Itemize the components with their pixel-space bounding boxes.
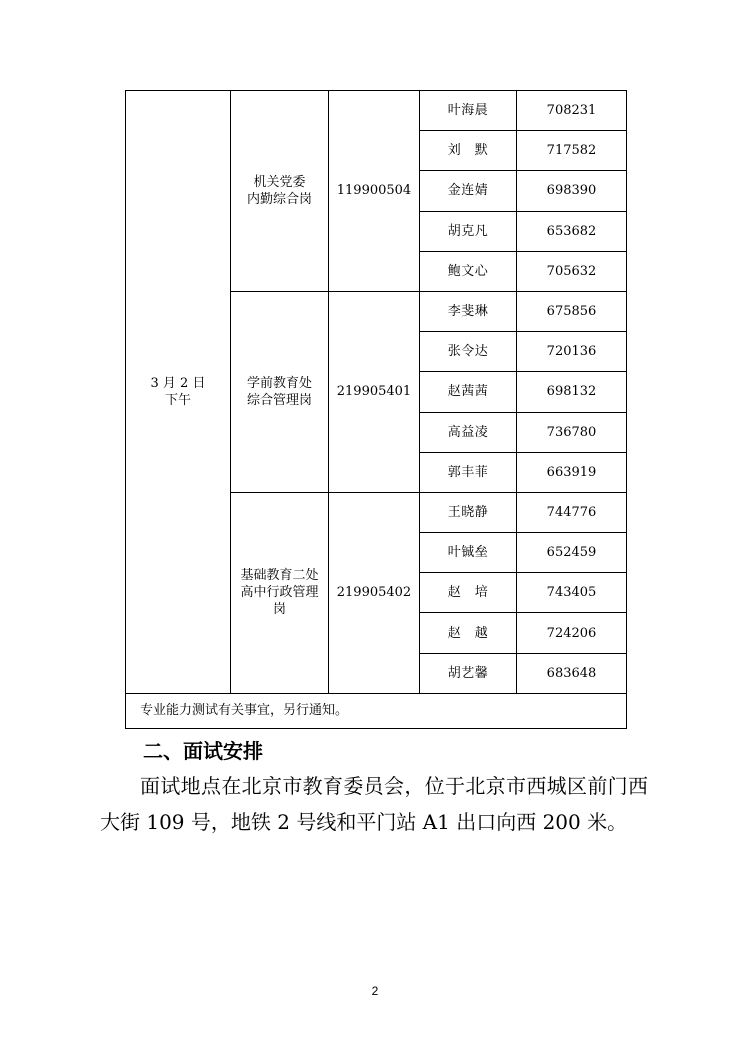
position-line: 学前教育处 (246, 375, 312, 391)
candidate-id-cell: 663919 (517, 452, 627, 492)
candidate-name-cell: 高益凌 (420, 412, 517, 452)
candidate-id-cell: 708231 (517, 91, 627, 131)
candidate-name-cell: 赵 越 (420, 613, 517, 653)
candidate-name-cell: 赵茜茜 (420, 372, 517, 412)
candidate-name-cell: 张令达 (420, 332, 517, 372)
page-number: 2 (371, 984, 379, 998)
section-heading: 二、面试安排 (143, 739, 263, 763)
position-line: 综合管理岗 (246, 392, 312, 408)
candidate-id-cell: 743405 (517, 573, 627, 613)
candidate-id-cell: 683648 (517, 653, 627, 693)
table-row (126, 91, 627, 131)
position-line: 岗 (272, 602, 286, 618)
candidate-id-cell: 717582 (517, 131, 627, 171)
candidate-name-cell: 胡艺馨 (420, 653, 517, 693)
candidate-name-cell: 王晓静 (420, 492, 517, 532)
position-line: 基础教育二处 (240, 568, 319, 584)
candidate-name-cell: 金连婧 (420, 171, 517, 211)
position-cell (231, 291, 329, 492)
candidate-id-cell: 724206 (517, 613, 627, 653)
session-cell (126, 91, 231, 694)
candidate-name-cell: 叶铖垒 (420, 533, 517, 573)
candidate-id-cell: 744776 (517, 492, 627, 532)
candidate-id-cell: 720136 (517, 332, 627, 372)
candidate-name-cell: 郭丰菲 (420, 452, 517, 492)
table-body (126, 91, 627, 729)
candidate-id-cell: 653682 (517, 211, 627, 251)
position-line: 内勤综合岗 (246, 191, 312, 207)
candidate-id-cell: 675856 (517, 291, 627, 331)
position-code-cell: 119900504 (329, 91, 420, 292)
position-line: 高中行政管理 (240, 585, 319, 601)
candidate-id-cell: 698132 (517, 372, 627, 412)
note-row (126, 693, 627, 728)
position-code-cell: 219905401 (329, 291, 420, 492)
position-cell (231, 91, 329, 292)
candidate-name-cell: 胡克凡 (420, 211, 517, 251)
session-line: 下午 (164, 392, 191, 408)
candidate-name-cell: 赵 培 (420, 573, 517, 613)
candidate-name-cell: 叶海晨 (420, 91, 517, 131)
interview-schedule-table (125, 90, 627, 729)
position-line: 机关党委 (253, 174, 306, 190)
candidate-id-cell: 705632 (517, 251, 627, 291)
position-code-cell: 219905402 (329, 492, 420, 693)
position-cell (231, 492, 329, 693)
candidate-id-cell: 736780 (517, 412, 627, 452)
candidate-name-cell: 李斐琳 (420, 291, 517, 331)
candidate-id-cell: 698390 (517, 171, 627, 211)
table-note: 专业能力测试有关事宜，另行通知。 (126, 693, 627, 728)
candidate-id-cell: 652459 (517, 533, 627, 573)
candidate-name-cell: 鲍文心 (420, 251, 517, 291)
candidate-name-cell: 刘 默 (420, 131, 517, 171)
section-paragraph: 面试地点在北京市教育委员会，位于北京市西城区前门西大街 109 号，地铁 2 号线和平门站 A1 出口向西 200 米。 (100, 774, 648, 834)
session-line: 3 月 2 日 (150, 375, 206, 391)
